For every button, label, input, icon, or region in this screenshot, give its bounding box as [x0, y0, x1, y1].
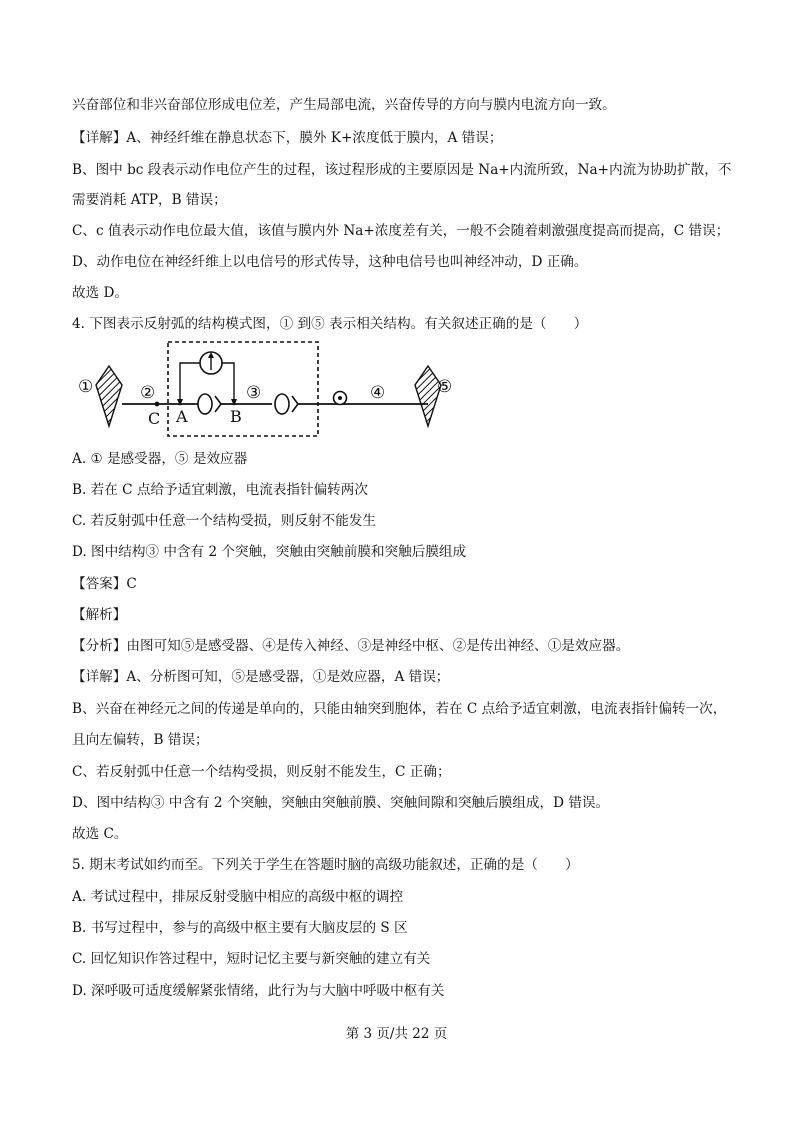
- text-line: 需要消耗 ATP，B 错误；: [72, 192, 227, 208]
- option-b: B. 若在 C 点给予适宜刺激，电流表指针偏转两次: [72, 482, 368, 498]
- option-a: A. ① 是感受器，⑤ 是效应器: [72, 451, 248, 467]
- answer-label: 【答案】C: [72, 576, 137, 592]
- option-c: C. 若反射弧中任意一个结构受损，则反射不能发生: [72, 513, 377, 529]
- label-a: A: [176, 407, 188, 426]
- option-d: D. 深呼吸可适度缓解紧张情绪，此行为与大脑中呼吸中枢有关: [72, 983, 445, 999]
- synapse-2: [292, 396, 298, 412]
- text-line: B、兴奋在神经元之间的传递是单向的，只能由轴突到胞体，若在 C 点给予适宜刺激，电流表指针偏转一次，: [72, 701, 727, 717]
- label-b: B: [230, 407, 242, 426]
- text-line: C、若反射弧中任意一个结构受损，则反射不能发生，C 正确；: [72, 764, 451, 780]
- option-d: D. 图中结构③ 中含有 2 个突触，突触由突触前膜和突触后膜组成: [72, 544, 467, 560]
- neuron-body-2: [275, 394, 289, 414]
- text-line: 且向左偏转，B 错误；: [72, 732, 209, 748]
- page-footer: 第 3 页/共 22 页: [345, 1026, 448, 1042]
- question-5-stem: 5. 期末考试如约而至。下列关于学生在答题时脑的高级功能叙述，正确的是（ ）: [72, 857, 579, 873]
- text-line: 【分析】由图可知⑤是感受器、④是传入神经、③是神经中枢、②是传出神经、①是效应器。: [72, 638, 630, 654]
- text-line: 【详解】A、神经纤维在静息状态下，膜外 K+浓度低于膜内，A 错误；: [72, 130, 503, 146]
- text-line: D、图中结构③ 中含有 2 个突触，突触由突触前膜、突触间隙和突触后膜组成，D 错误。: [72, 795, 610, 811]
- label-two: ②: [140, 383, 156, 403]
- analysis-label: 【解析】: [72, 607, 127, 623]
- effector-shape: [96, 366, 122, 426]
- text-line: 故选 D。: [72, 285, 129, 301]
- text-line: 故选 C。: [72, 826, 128, 842]
- electrode-b-wire: [222, 363, 234, 402]
- option-a: A. 考试过程中，排尿反射受脑中相应的高级中枢的调控: [72, 889, 404, 905]
- label-five: ⑤: [437, 377, 453, 397]
- text-line: D、动作电位在神经纤维上以电信号的形式传导，这种电信号也叫神经冲动，D 正确。: [72, 254, 588, 270]
- option-c: C. 回忆知识作答过程中，短时记忆主要与新突触的建立有关: [72, 951, 431, 967]
- synapse-1: [215, 396, 221, 412]
- electrode-a-wire: [180, 363, 200, 402]
- nerve-center-box: [168, 342, 318, 436]
- label-c: C: [148, 409, 161, 428]
- neuron-body-1: [198, 394, 212, 414]
- question-4-stem: 4. 下图表示反射弧的结构模式图，① 到⑤ 表示相关结构。有关叙述正确的是（ ）: [72, 316, 588, 332]
- text-line: 【详解】A、分析图可知，⑤是感受器，①是效应器，A 错误；: [72, 669, 450, 685]
- reflex-arc-diagram: [72, 340, 462, 440]
- point-c: [155, 402, 160, 407]
- text-line: C、c 值表示动作电位最大值，该值与膜内外 Na+浓度差有关，一般不会随着刺激强度提高而提高，C 错误；: [72, 223, 730, 239]
- text-line: B、图中 bc 段表示动作电位产生的过程，该过程形成的主要原因是 Na+内流所致，Na+内流为协助扩散，不: [72, 162, 732, 178]
- label-four: ④: [370, 383, 386, 403]
- label-three: ③: [246, 383, 262, 403]
- label-one: ①: [78, 377, 94, 397]
- text-line: 兴奋部位和非兴奋部位形成电位差，产生局部电流，兴奋传导的方向与膜内电流方向一致。: [72, 97, 616, 113]
- option-b: B. 书写过程中，参与的高级中枢主要有大脑皮层的 S 区: [72, 920, 408, 936]
